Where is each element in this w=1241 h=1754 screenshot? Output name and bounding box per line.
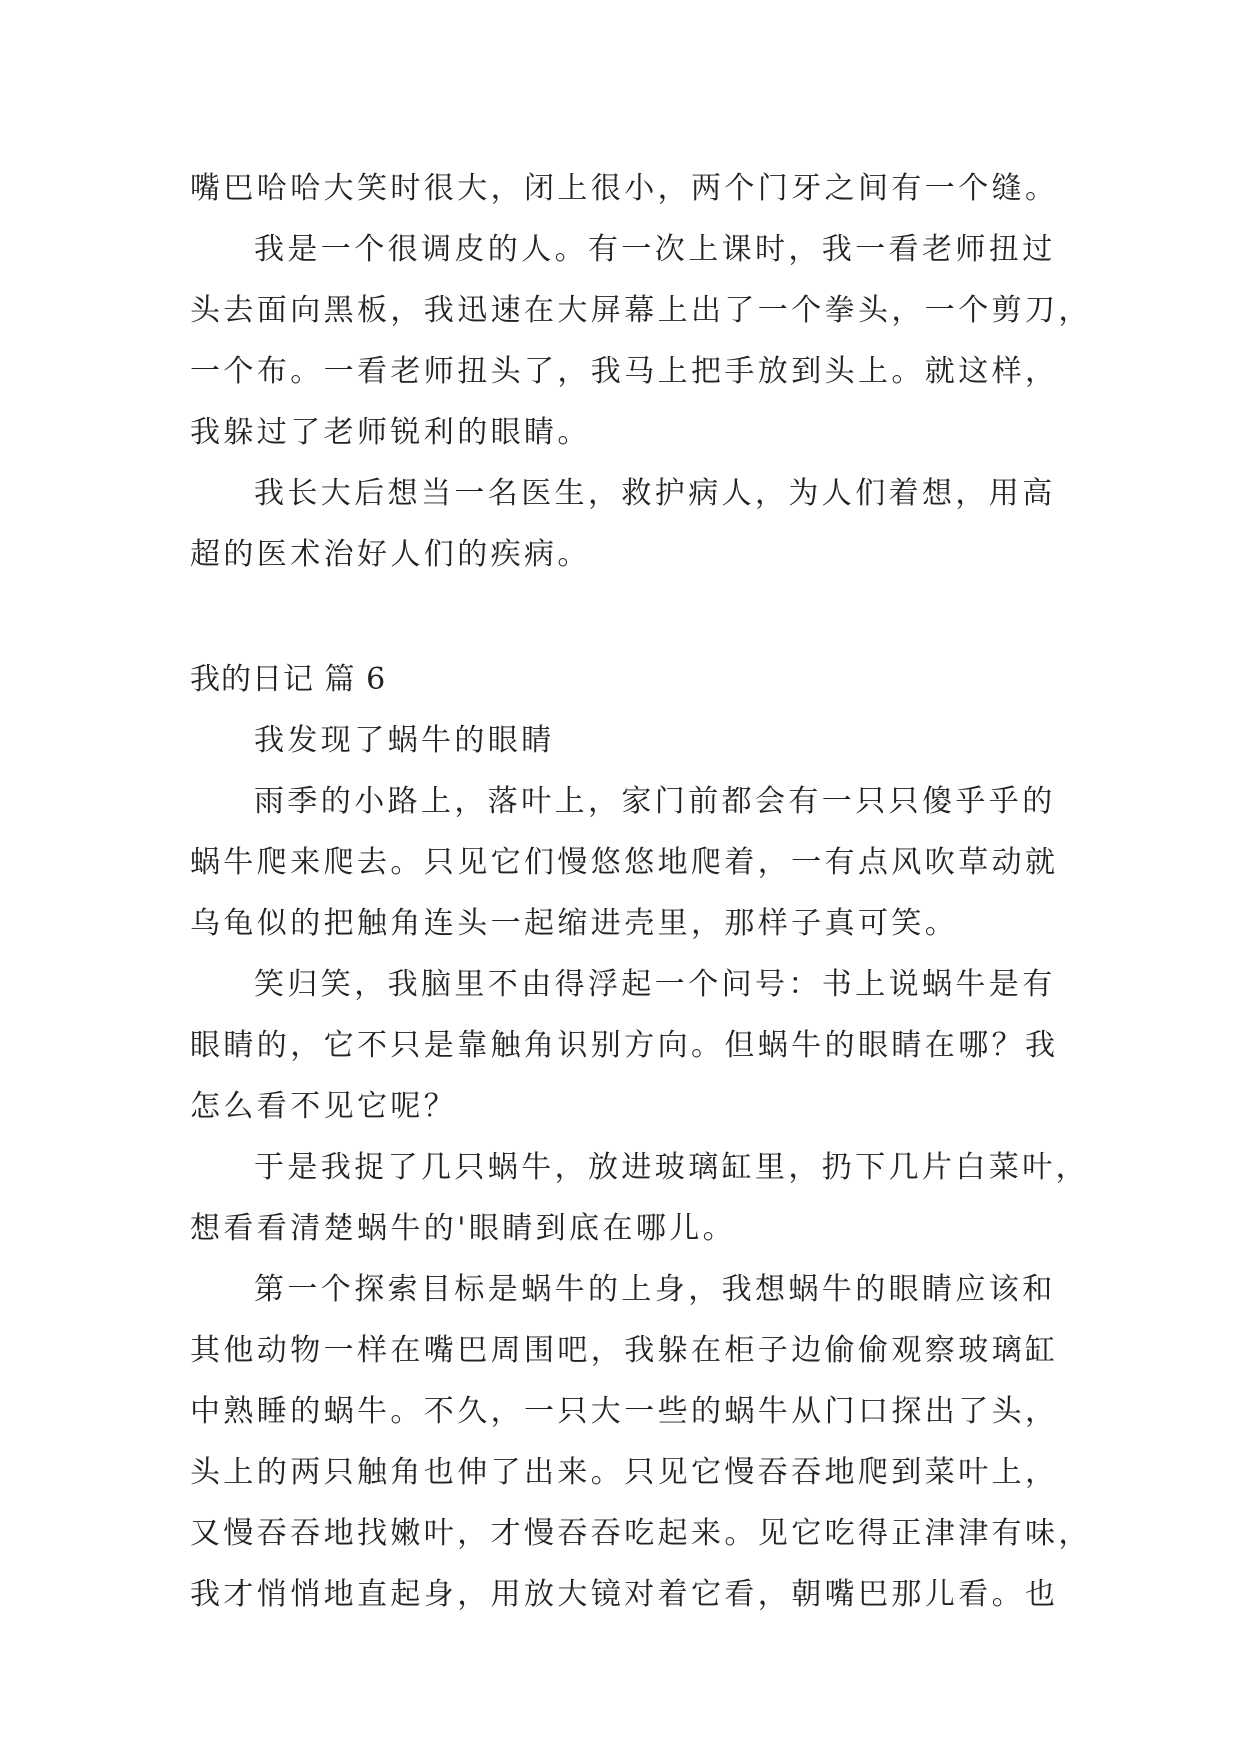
section-heading: 我的日记 篇 6 bbox=[190, 662, 387, 697]
text-line: 头上的两只触角也伸了出来。只见它慢吞吞地爬到菜叶上， bbox=[190, 1455, 1059, 1490]
text-line: 嘴巴哈哈大笑时很大，闭上很小，两个门牙之间有一个缝。 bbox=[190, 171, 1059, 206]
text-line: 怎么看不见它呢？ bbox=[190, 1089, 458, 1124]
text-line: 中熟睡的蜗牛。不久，一只大一些的蜗牛从门口探出了头， bbox=[190, 1394, 1059, 1429]
text-line: 头去面向黑板，我迅速在大屏幕上出了一个拳头，一个剪刀， bbox=[190, 293, 1092, 328]
document-body bbox=[190, 158, 1092, 1625]
text-line: 我长大后想当一名医生，救护病人，为人们着想，用高 bbox=[254, 476, 1056, 511]
text-line: 蜗牛爬来爬去。只见它们慢悠悠地爬着，一有点风吹草动就 bbox=[190, 845, 1059, 880]
text-line: 于是我捉了几只蜗牛，放进玻璃缸里，扔下几片白菜叶， bbox=[254, 1150, 1089, 1185]
text-line: 其他动物一样在嘴巴周围吧，我躲在柜子边偷偷观察玻璃缸 bbox=[190, 1333, 1059, 1368]
text-line: 雨季的小路上，落叶上，家门前都会有一只只傻乎乎的 bbox=[254, 784, 1056, 819]
text-line: 一个布。一看老师扭头了，我马上把手放到头上。就这样， bbox=[190, 354, 1059, 389]
essay-continuation bbox=[190, 158, 1092, 585]
text-line: 又慢吞吞地找嫩叶，才慢吞吞吃起来。见它吃得正津津有味， bbox=[190, 1516, 1092, 1551]
text-line: 第一个探索目标是蜗牛的上身，我想蜗牛的眼睛应该和 bbox=[254, 1272, 1056, 1307]
text-line: 我躲过了老师锐利的眼睛。 bbox=[190, 415, 591, 450]
text-line: 想看看清楚蜗牛的'眼睛到底在哪儿。 bbox=[190, 1211, 737, 1246]
text-line: 笑归笑，我脑里不由得浮起一个问号：书上说蜗牛是有 bbox=[254, 967, 1056, 1002]
section-gap bbox=[190, 585, 1070, 649]
text-line: 我发现了蜗牛的眼睛 bbox=[254, 723, 555, 758]
text-line: 乌龟似的把触角连头一起缩进壳里，那样子真可笑。 bbox=[190, 906, 959, 941]
text-line: 我是一个很调皮的人。有一次上课时，我一看老师扭过 bbox=[254, 232, 1056, 267]
text-line: 眼睛的，它不只是靠触角识别方向。但蜗牛的眼睛在哪？我 bbox=[190, 1028, 1059, 1063]
diary-entry-6 bbox=[190, 710, 1092, 1625]
text-line: 超的医术治好人们的疾病。 bbox=[190, 537, 591, 572]
text-line: 我才悄悄地直起身，用放大镜对着它看，朝嘴巴那儿看。也 bbox=[190, 1577, 1059, 1612]
